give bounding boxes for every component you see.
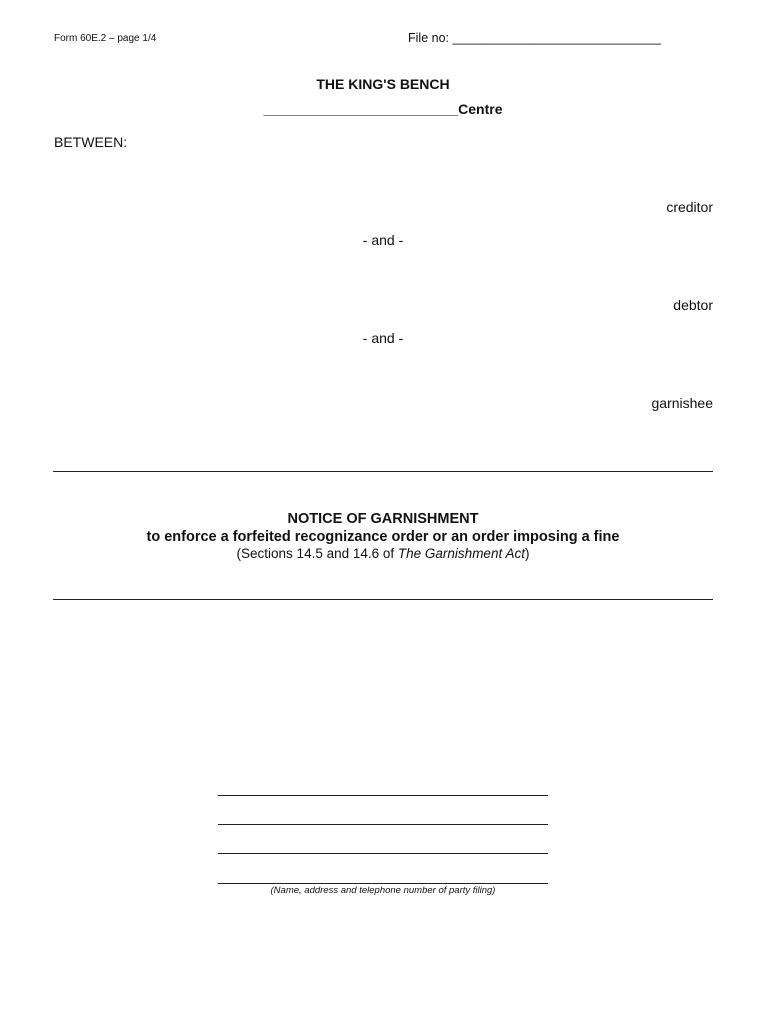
statute-reference bbox=[0, 546, 766, 561]
garnishee-label: garnishee bbox=[651, 395, 713, 411]
form-identifier: Form 60E.2 – page 1/4 bbox=[54, 33, 157, 44]
court-centre-field[interactable]: _________________________Centre bbox=[263, 101, 503, 117]
and-separator-1: - and - bbox=[362, 232, 404, 248]
divider-bottom bbox=[53, 599, 713, 600]
statute-act-name: The Garnishment Act bbox=[397, 546, 525, 561]
filing-party-line-1[interactable] bbox=[218, 795, 548, 796]
filing-party-line-2[interactable] bbox=[218, 824, 548, 825]
file-number-field[interactable]: File no: ______________________________ bbox=[408, 31, 662, 45]
filing-party-caption: (Name, address and telephone number of party filing) bbox=[270, 885, 496, 896]
statute-suffix: ) bbox=[524, 546, 530, 561]
creditor-label: creditor bbox=[666, 199, 713, 215]
divider-top bbox=[53, 471, 713, 472]
filing-party-line-3[interactable] bbox=[218, 853, 548, 854]
debtor-label: debtor bbox=[673, 297, 713, 313]
statute-prefix: (Sections 14.5 and 14.6 of bbox=[236, 546, 398, 561]
notice-title: NOTICE OF GARNISHMENT bbox=[287, 511, 479, 527]
filing-party-line-4[interactable] bbox=[218, 883, 548, 884]
between-label: BETWEEN: bbox=[54, 134, 128, 150]
and-separator-2: - and - bbox=[362, 330, 404, 346]
court-name: THE KING'S BENCH bbox=[316, 76, 450, 92]
notice-subtitle: to enforce a forfeited recognizance order or an order imposing a fine bbox=[146, 529, 620, 545]
